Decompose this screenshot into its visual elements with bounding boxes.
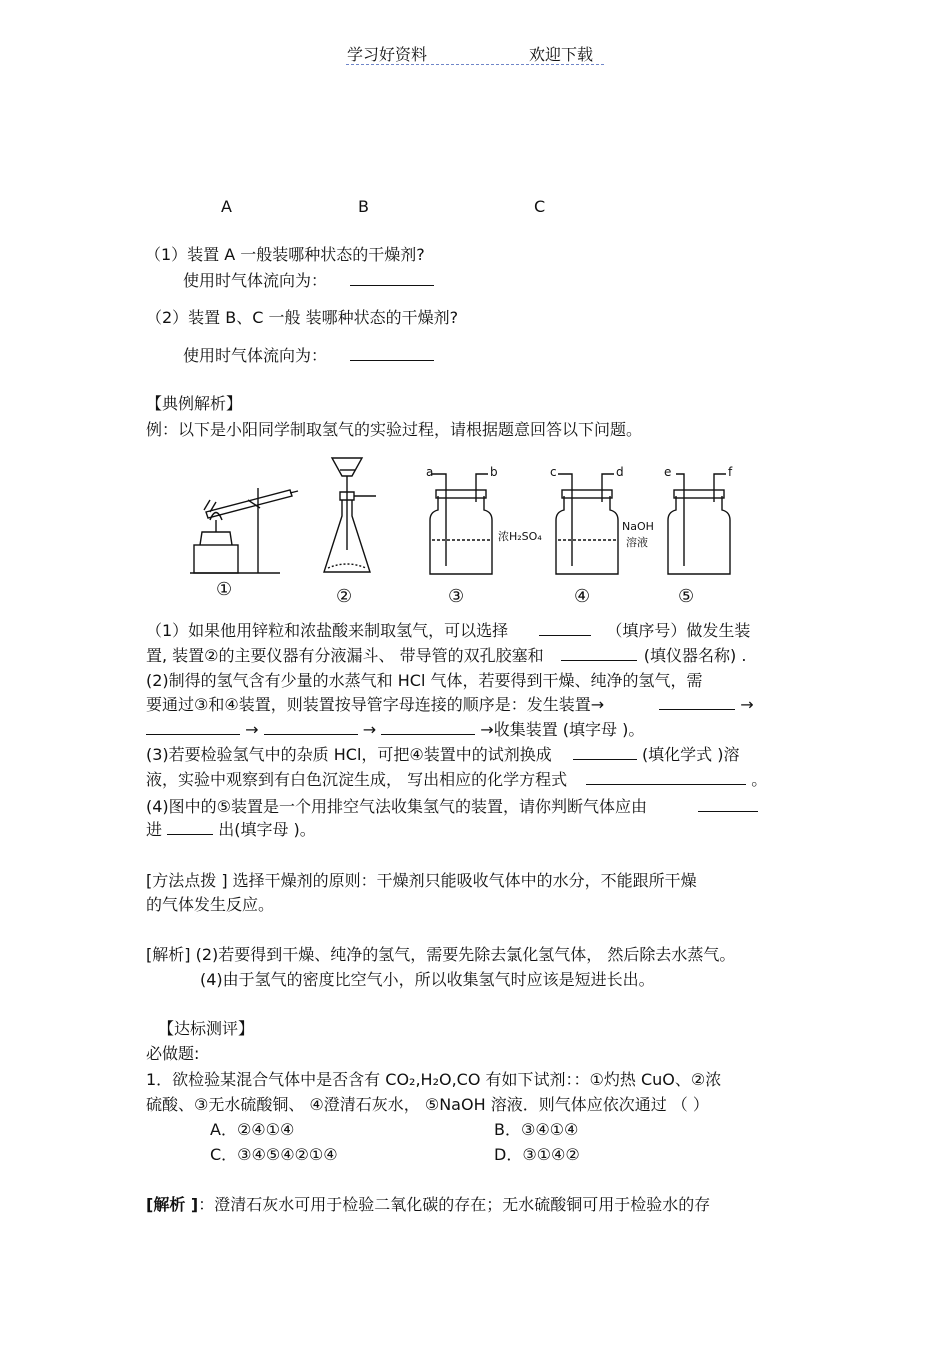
tube-label-c: c xyxy=(550,465,557,479)
example-q1-line1 xyxy=(146,620,750,641)
question-a-state: （1）装置 A 一般装哪种状态的干燥剂? xyxy=(145,245,425,264)
answer-blank xyxy=(350,270,434,286)
method-tip-line1: [方法点拨 ] 选择干燥剂的原则：干燥剂只能吸收气体中的水分，不能跟所干燥 xyxy=(146,871,697,890)
header-right-text: 欢迎下载 xyxy=(529,45,594,64)
apparatus-c-label: C xyxy=(534,197,546,216)
apparatus-b-label: B xyxy=(358,197,369,216)
answer-blank xyxy=(586,769,746,785)
example-q1-line2 xyxy=(146,645,746,666)
question-bc-state: （2）装置 B、C 一般 装哪种状态的干燥剂? xyxy=(146,308,459,327)
text-segment: 液，实验中观察到有白色沉淀生成， 写出相应的化学方程式 xyxy=(146,770,568,789)
analysis-line2: (4)由于氢气的密度比空气小，所以收集氢气时应该是短进长出。 xyxy=(200,970,655,989)
answer-blank xyxy=(381,719,475,735)
question-a-flow xyxy=(183,270,434,291)
question-bc-flow xyxy=(183,345,434,366)
apparatus-5-drawing xyxy=(668,474,730,574)
text-segment: （1）如果他用锌粒和浓盐酸来制取氢气，可以选择 xyxy=(146,621,509,640)
tube-label-e: e xyxy=(664,465,672,479)
apparatus-number-4: ④ xyxy=(574,586,591,607)
analysis-text: ：澄清石灰水可用于检验二氧化碳的存在；无水硫酸铜可用于检验水的存 xyxy=(198,1195,711,1214)
assessment-q1-line2: 硫酸、③无水硫酸铜、 ④澄清石灰水， ⑤NaOH 溶液．则气体应依次通过 （ ） xyxy=(146,1095,709,1114)
example-q4-line2 xyxy=(146,819,316,840)
tube-label-f: f xyxy=(728,465,733,479)
answer-blank xyxy=(167,819,213,835)
answer-blank xyxy=(573,744,637,760)
tube-label-d: d xyxy=(616,465,624,479)
example-intro: 例：以下是小阳同学制取氢气的实验过程，请根据题意回答以下问题。 xyxy=(146,420,643,439)
reagent-label-h2so4: 浓H₂SO₄ xyxy=(498,530,542,543)
example-q3-line2 xyxy=(146,769,767,790)
option-c: C．③④⑤④②①④ xyxy=(210,1145,338,1164)
text-segment: → xyxy=(362,720,377,739)
answer-blank xyxy=(561,645,637,661)
text-segment: (4)图中的⑤装置是一个用排空气法收集氢气的装置，请你判断气体应由 xyxy=(146,797,648,816)
option-a: A．②④①④ xyxy=(210,1120,295,1139)
required-label: 必做题: xyxy=(146,1044,200,1063)
reagent-label-naoh: NaOH xyxy=(622,520,654,533)
apparatus-1-drawing xyxy=(190,488,298,573)
header-left-text: 学习好资料 xyxy=(347,45,428,64)
apparatus-figure xyxy=(180,450,740,610)
text-segment: (填化学式 )溶 xyxy=(641,745,740,764)
answer-blank xyxy=(659,694,735,710)
analysis-label: [解析 ] xyxy=(146,1195,199,1214)
apparatus-2-drawing xyxy=(324,458,376,572)
header-dashed-rule xyxy=(346,64,604,65)
apparatus-number-3: ③ xyxy=(448,586,465,607)
answer-blank xyxy=(146,719,240,735)
text-segment: 进 xyxy=(146,820,163,839)
text-segment: (3)若要检验氢气中的杂质 HCl，可把④装置中的试剂换成 xyxy=(146,745,552,764)
apparatus-number-5: ⑤ xyxy=(678,586,695,607)
example-q4-line1 xyxy=(146,796,758,817)
reagent-label-solution: 溶液 xyxy=(626,536,648,549)
option-d: D．③①④② xyxy=(494,1145,580,1164)
answer-blank xyxy=(539,620,591,636)
text-segment: (填仪器名称) . xyxy=(643,646,747,665)
assessment-analysis xyxy=(146,1195,710,1215)
text-segment: 置, 装置②的主要仪器有分液漏斗、 带导管的双孔胶塞和 xyxy=(146,646,544,665)
assessment-heading: 【达标测评】 xyxy=(158,1019,255,1038)
apparatus-number-2: ② xyxy=(336,586,353,607)
text-segment: → xyxy=(245,720,259,739)
text-segment: 。 xyxy=(751,770,768,789)
example-heading: 【典例解析】 xyxy=(146,394,243,413)
answer-blank xyxy=(264,719,358,735)
analysis-line1: [解析] (2)若要得到干燥、纯净的氢气，需要先除去氯化氢气体， 然后除去水蒸气。 xyxy=(146,945,736,964)
example-q3-line1 xyxy=(146,744,740,765)
text-segment: 出(填字母 )。 xyxy=(218,820,316,839)
text-segment: 要通过③和④装置，则装置按导管字母连接的顺序是：发生装置→ xyxy=(146,695,605,714)
assessment-q1-line1: 1．欲检验某混合气体中是否含有 CO₂,H₂O,CO 有如下试剂：：①灼热 CuO、②浓 xyxy=(146,1070,722,1089)
apparatus-4-drawing xyxy=(556,474,618,574)
apparatus-a-label: A xyxy=(221,197,232,216)
option-b: B．③④①④ xyxy=(494,1120,579,1139)
question-a-flow-label: 使用时气体流向为： xyxy=(183,271,328,290)
text-segment: （填序号）做发生装 xyxy=(606,621,751,640)
method-tip-line2: 的气体发生反应。 xyxy=(146,895,275,914)
example-q2-line3 xyxy=(146,719,644,740)
example-q2-line2 xyxy=(146,694,754,715)
question-bc-flow-label: 使用时气体流向为： xyxy=(183,346,328,365)
apparatus-3-drawing xyxy=(430,474,492,574)
answer-blank xyxy=(350,345,434,361)
example-q2-line1: (2)制得的氢气含有少量的水蒸气和 HCl 气体，若要得到干燥、纯净的氢气，需 xyxy=(146,671,703,690)
text-segment: →收集装置 (填字母 )。 xyxy=(480,720,645,739)
apparatus-number-1: ① xyxy=(216,579,233,600)
tube-label-b: b xyxy=(490,465,498,479)
tube-label-a: a xyxy=(426,465,434,479)
answer-blank xyxy=(698,796,758,812)
text-segment: → xyxy=(740,695,754,714)
